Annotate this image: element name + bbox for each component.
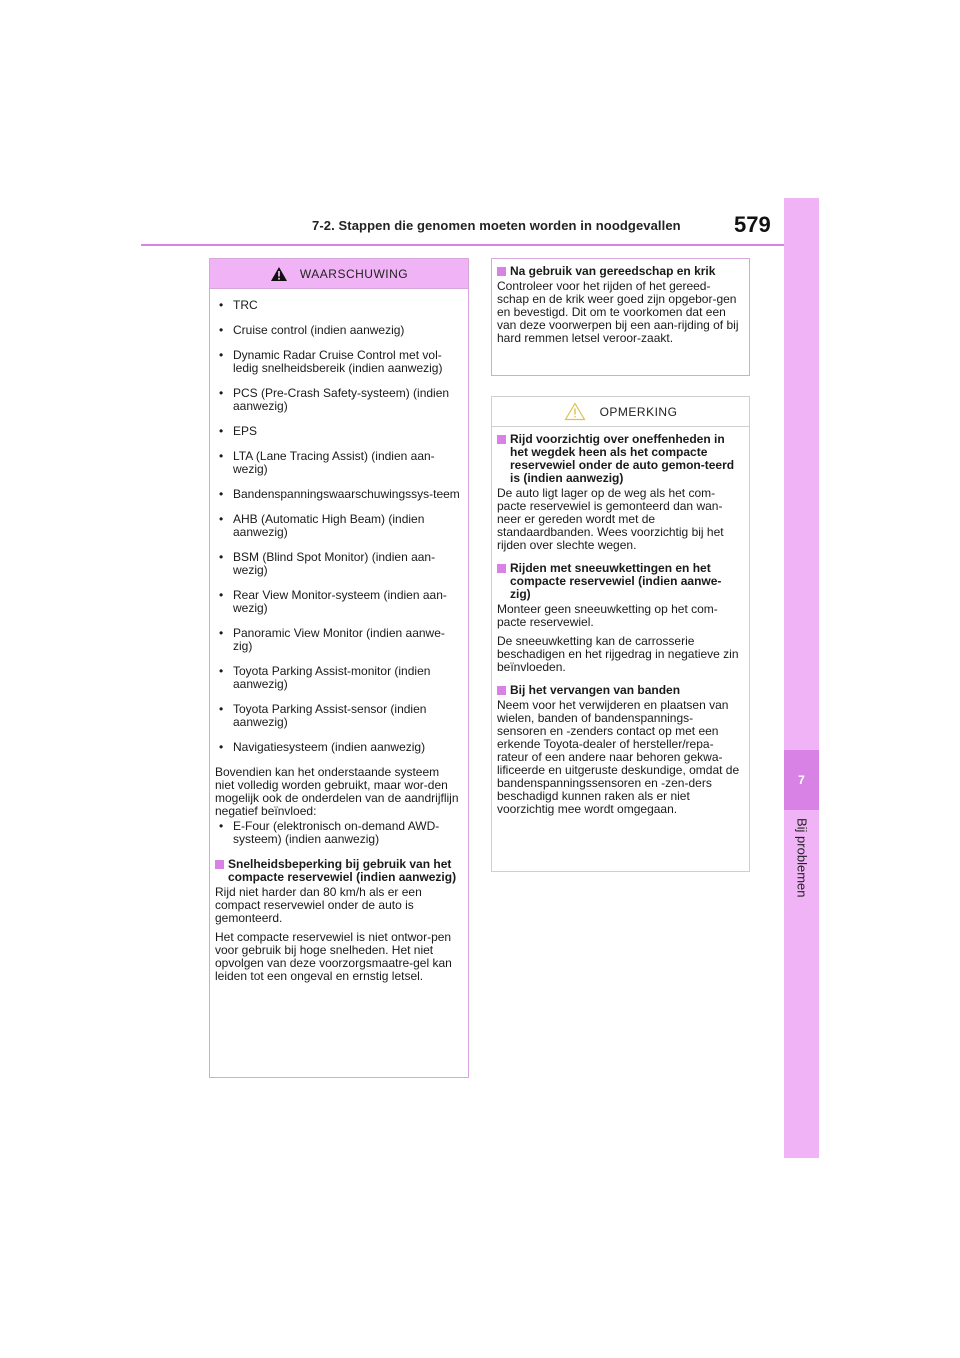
section-paragraph: Rijd niet harder dan 80 km/h als er een compact reservewiel onder de auto is gemonteerd.	[215, 885, 422, 925]
section-heading: Na gebruik van gereedschap en krik	[497, 265, 741, 278]
list-item: • Navigatiesysteem (indien aanwezig)	[215, 741, 460, 754]
section-heading: Rijd voorzichtig over oneffenheden in het wegdek heen als het compacte reservewiel onder de auto gemon-teerd is (indien aanwezig)	[497, 433, 741, 485]
warning-bullet-list	[215, 299, 460, 754]
header-rule	[141, 244, 784, 246]
warning-box	[209, 258, 469, 1078]
list-item: • AHB (Automatic High Beam) (indien aanwezig)	[215, 513, 460, 539]
list-item: • TRC	[215, 299, 460, 312]
section-paragraph: Neem voor het verwijderen en plaatsen van wielen, banden of bandenspannings-sensoren en -zenders contact op met een erkende Toyota-dealer of hersteller/repa-rateur of een andere naar behoren gekwa-lificeerde en uitgeruste deskundige, omdat de bandenspanningssensoren en -zen-ders beschadigd kunnen raken als er niet voorzichtig mee wordt omgegaan.	[497, 698, 740, 816]
list-item: • LTA (Lane Tracing Assist) (indien aan-wezig)	[215, 450, 460, 476]
chapter-number: 7	[784, 750, 819, 810]
list-item: • EPS	[215, 425, 460, 438]
note-title: OPMERKING	[599, 404, 678, 419]
section-heading: Rijden met sneeuwkettingen en het compacte reservewiel (indien aanwe-zig)	[497, 562, 741, 601]
section-paragraph: De auto ligt lager op de weg als het com-pacte reservewiel is gemonteerd dan wan-neer er gereden wordt met de standaardbanden. Wees voorzichtig bij het rijden over slechte wegen.	[497, 486, 724, 552]
warning-paragraph: Bovendien kan het onderstaande systeem niet volledig worden gebruikt, maar wor-den mogelijk ook de onderdelen van de aandrijflijn negatief beïnvloed:	[215, 765, 459, 818]
list-item: • Cruise control (indien aanwezig)	[215, 324, 460, 337]
section-paragraph: Controleer voor het rijden of het gereed-schap en de krik weer goed zijn opgebor-gen en bevestigd. Dit om te voorkomen dat een van deze voorwerpen bij een aan-rijding of bij hard remmen letsel veroor-zaakt.	[497, 279, 739, 345]
list-item: • Dynamic Radar Cruise Control met vol-ledig snelheidsbereik (indien aanwezig)	[215, 349, 460, 375]
list-item: • Rear View Monitor-systeem (indien aan-wezig)	[215, 589, 460, 615]
warning-header	[210, 259, 468, 289]
list-item: • PCS (Pre-Crash Safety-systeem) (indien aanwezig)	[215, 387, 460, 413]
list-item: • Bandenspanningswaarschuwingssys-teem	[215, 488, 460, 501]
section-paragraph: Monteer geen sneeuwketting op het com-pacte reservewiel.	[497, 602, 718, 629]
tools-jack-box	[491, 258, 750, 376]
chapter-label: Bij problemen	[794, 818, 810, 898]
section-paragraph: De sneeuwketting kan de carrosserie beschadigen en het rijgedrag in negatieve zin beïnvloeden.	[497, 634, 739, 674]
section-heading: Bij het vervangen van banden	[497, 684, 741, 697]
list-item: • E-Four (elektronisch on-demand AWD-systeem) (indien aanwezig)	[215, 820, 460, 846]
list-item: • Panoramic View Monitor (indien aanwe-zig)	[215, 627, 460, 653]
list-item: • BSM (Blind Spot Monitor) (indien aan-wezig)	[215, 551, 460, 577]
warning-triangle-icon	[270, 266, 288, 282]
section-heading: Snelheidsbeperking bij gebruik van het compacte reservewiel (indien aanwezig)	[215, 858, 460, 884]
section-paragraph: Het compacte reservewiel is niet ontwor-pen voor gebruik bij hoge snelheden. Het niet opvolgen van deze voorzorgsmaatre-gel kan leiden tot een ongeval en ernstig letsel.	[215, 930, 452, 983]
list-item: • Toyota Parking Assist-monitor (indien aanwezig)	[215, 665, 460, 691]
page-number: 579	[734, 212, 771, 237]
note-box	[491, 396, 750, 872]
section-header-title: 7-2. Stappen die genomen moeten worden in noodgevallen	[312, 218, 681, 233]
warning-title: WAARSCHUWING	[299, 266, 409, 281]
caution-triangle-icon	[564, 402, 586, 421]
chapter-side-tab	[784, 198, 819, 1158]
warning-sub-bullets	[215, 820, 460, 846]
list-item: • Toyota Parking Assist-sensor (indien aanwezig)	[215, 703, 460, 729]
note-header	[492, 397, 749, 427]
